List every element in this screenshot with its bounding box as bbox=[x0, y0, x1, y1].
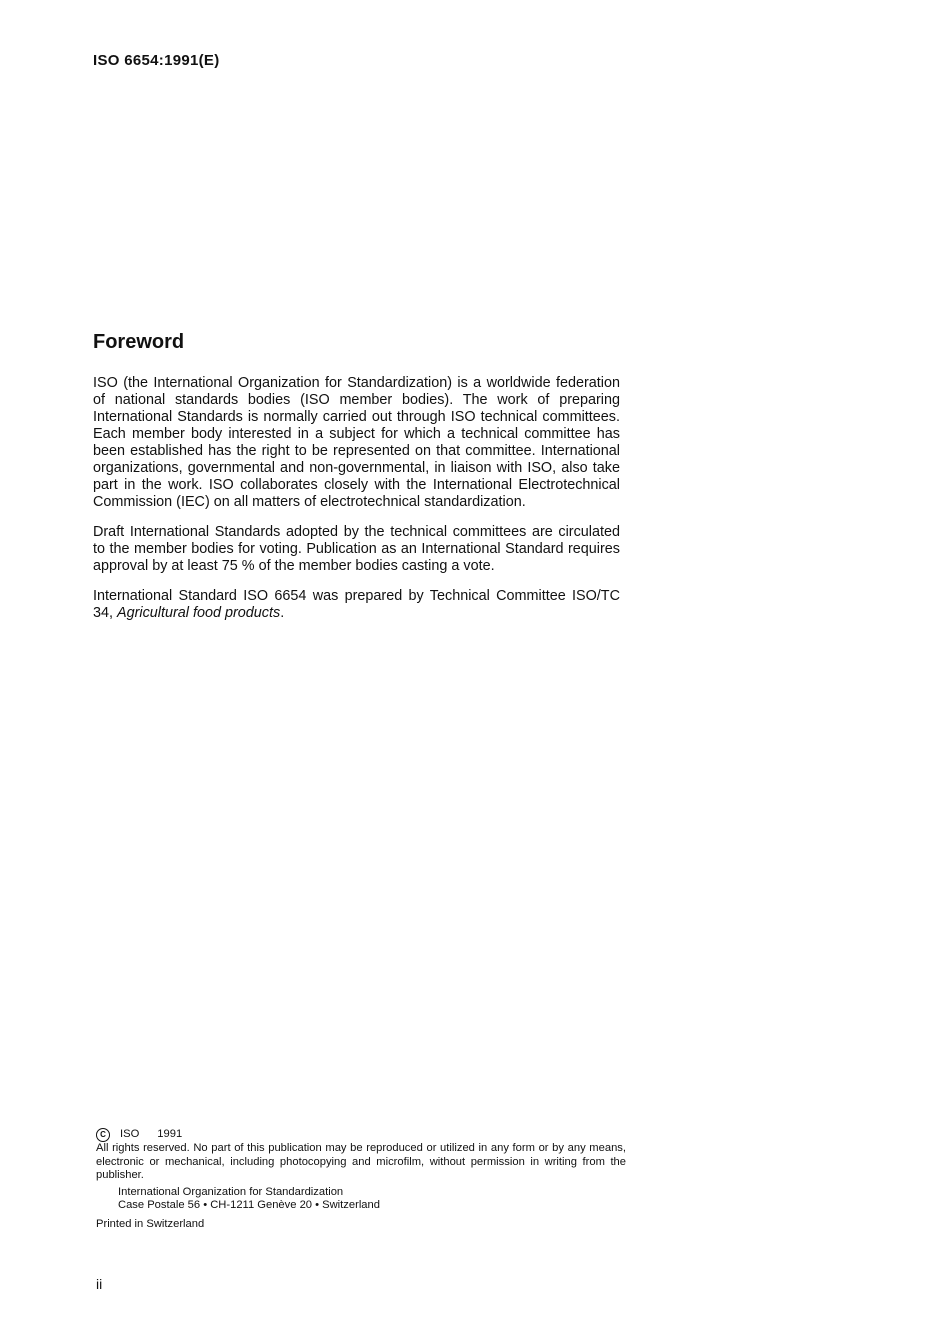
document-header-standard-id: ISO 6654:1991(E) bbox=[93, 52, 220, 69]
foreword-body bbox=[93, 375, 620, 635]
copyright-owner: ISO bbox=[120, 1128, 140, 1141]
copyright-icon: C bbox=[96, 1128, 110, 1142]
publisher-organization: International Organization for Standardization bbox=[118, 1185, 344, 1198]
foreword-paragraph-3-end: . bbox=[280, 605, 285, 621]
page-number: ii bbox=[96, 1276, 103, 1292]
rights-reserved-text: All rights reserved. No part of this publication may be reproduced or utilized in any form or by any means, electronic or mechanical, including photocopying and microfilm, without permission in writing from the publisher. bbox=[96, 1142, 626, 1181]
copyright-year: 1991 bbox=[157, 1128, 183, 1141]
copyright-line bbox=[96, 1128, 626, 1142]
publisher-address bbox=[118, 1186, 626, 1213]
printed-in: Printed in Switzerland bbox=[96, 1217, 205, 1230]
foreword-title: Foreword bbox=[93, 331, 185, 353]
foreword-paragraph-1: ISO (the International Organization for Standardization) is a worldwide federation of national standards bodies (ISO member bodies). The work of preparing International Standards is normally carried out through ISO technical committees. Each member body interested in a subject for which a technical committee has been established has the right to be represented on that committee. International organizations, governmental and non-governmental, in liaison with ISO, also take part in the work. ISO collaborates closely with the International Electrotechnical Commission (IEC) on all matters of electrotechnical standardization. bbox=[93, 375, 620, 510]
foreword-paragraph-2: Draft International Standards adopted by the technical committees are circulated to the member bodies for voting. Publication as an International Standard requires approval by at least 75 % of the member bodies casting a vote. bbox=[93, 524, 620, 574]
foreword-paragraph-3 bbox=[93, 588, 620, 622]
copyright-block bbox=[96, 1128, 626, 1231]
committee-name: Agricultural food products bbox=[117, 605, 281, 621]
foreword-paragraph-3-text: International Standard ISO 6654 was prepared by Technical Committee ISO/TC 34, bbox=[93, 588, 620, 621]
publisher-postal-address: Case Postale 56 • CH-1211 Genève 20 • Switzerland bbox=[118, 1199, 380, 1211]
